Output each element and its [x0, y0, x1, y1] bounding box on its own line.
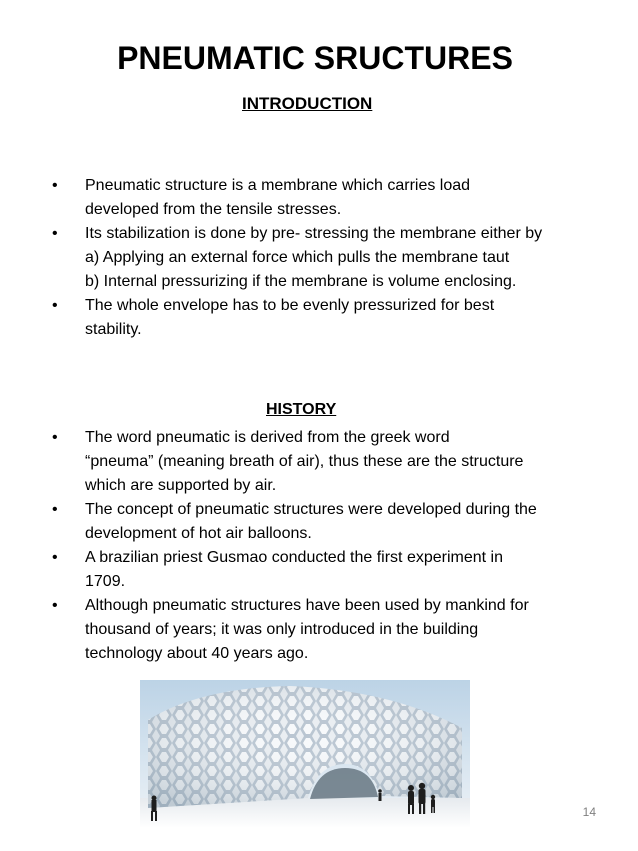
text-line: which are supported by air. — [85, 477, 277, 494]
history-list — [52, 426, 612, 666]
text-line: • The concept of pneumatic structures were developed during the — [85, 501, 537, 518]
list-item — [52, 222, 612, 294]
text-line: • Its stabilization is done by pre- stressing the membrane either by — [85, 225, 543, 242]
text-line: • The whole envelope has to be evenly pressurized for best — [85, 297, 495, 314]
text-line: developed from the tensile stresses. — [85, 201, 342, 218]
text-line: a) Applying an external force which pulls the membrane taut — [85, 249, 510, 266]
text-line: b) Internal pressurizing if the membrane is volume enclosing. — [85, 273, 517, 290]
text-line: development of hot air balloons. — [85, 525, 312, 542]
text-line: • A brazilian priest Gusmao conducted the first experiment in — [85, 549, 503, 566]
introduction-list — [52, 174, 612, 342]
list-item — [52, 294, 612, 342]
page-title: PNEUMATIC SRUCTURES — [117, 40, 513, 76]
page-number: 14 — [582, 805, 596, 819]
text-line: “pneuma” (meaning breath of air), thus these are the structure — [85, 453, 524, 470]
text-line: stability. — [85, 321, 142, 338]
list-item — [52, 174, 612, 222]
introduction-heading: INTRODUCTION — [242, 94, 373, 113]
history-heading: HISTORY — [266, 401, 337, 418]
text-line: • Although pneumatic structures have been used by mankind for — [85, 597, 529, 614]
list-item — [52, 426, 612, 498]
text-line: • The word pneumatic is derived from the greek word — [85, 429, 450, 446]
pneumatic-building-image — [140, 680, 470, 828]
text-line: • Pneumatic structure is a membrane which carries load — [85, 177, 471, 194]
list-item — [52, 546, 612, 594]
list-item — [52, 498, 612, 546]
text-line: technology about 40 years ago. — [85, 645, 309, 662]
list-item — [52, 594, 612, 666]
text-line: thousand of years; it was only introduced in the building — [85, 621, 479, 638]
text-line: 1709. — [85, 573, 126, 590]
